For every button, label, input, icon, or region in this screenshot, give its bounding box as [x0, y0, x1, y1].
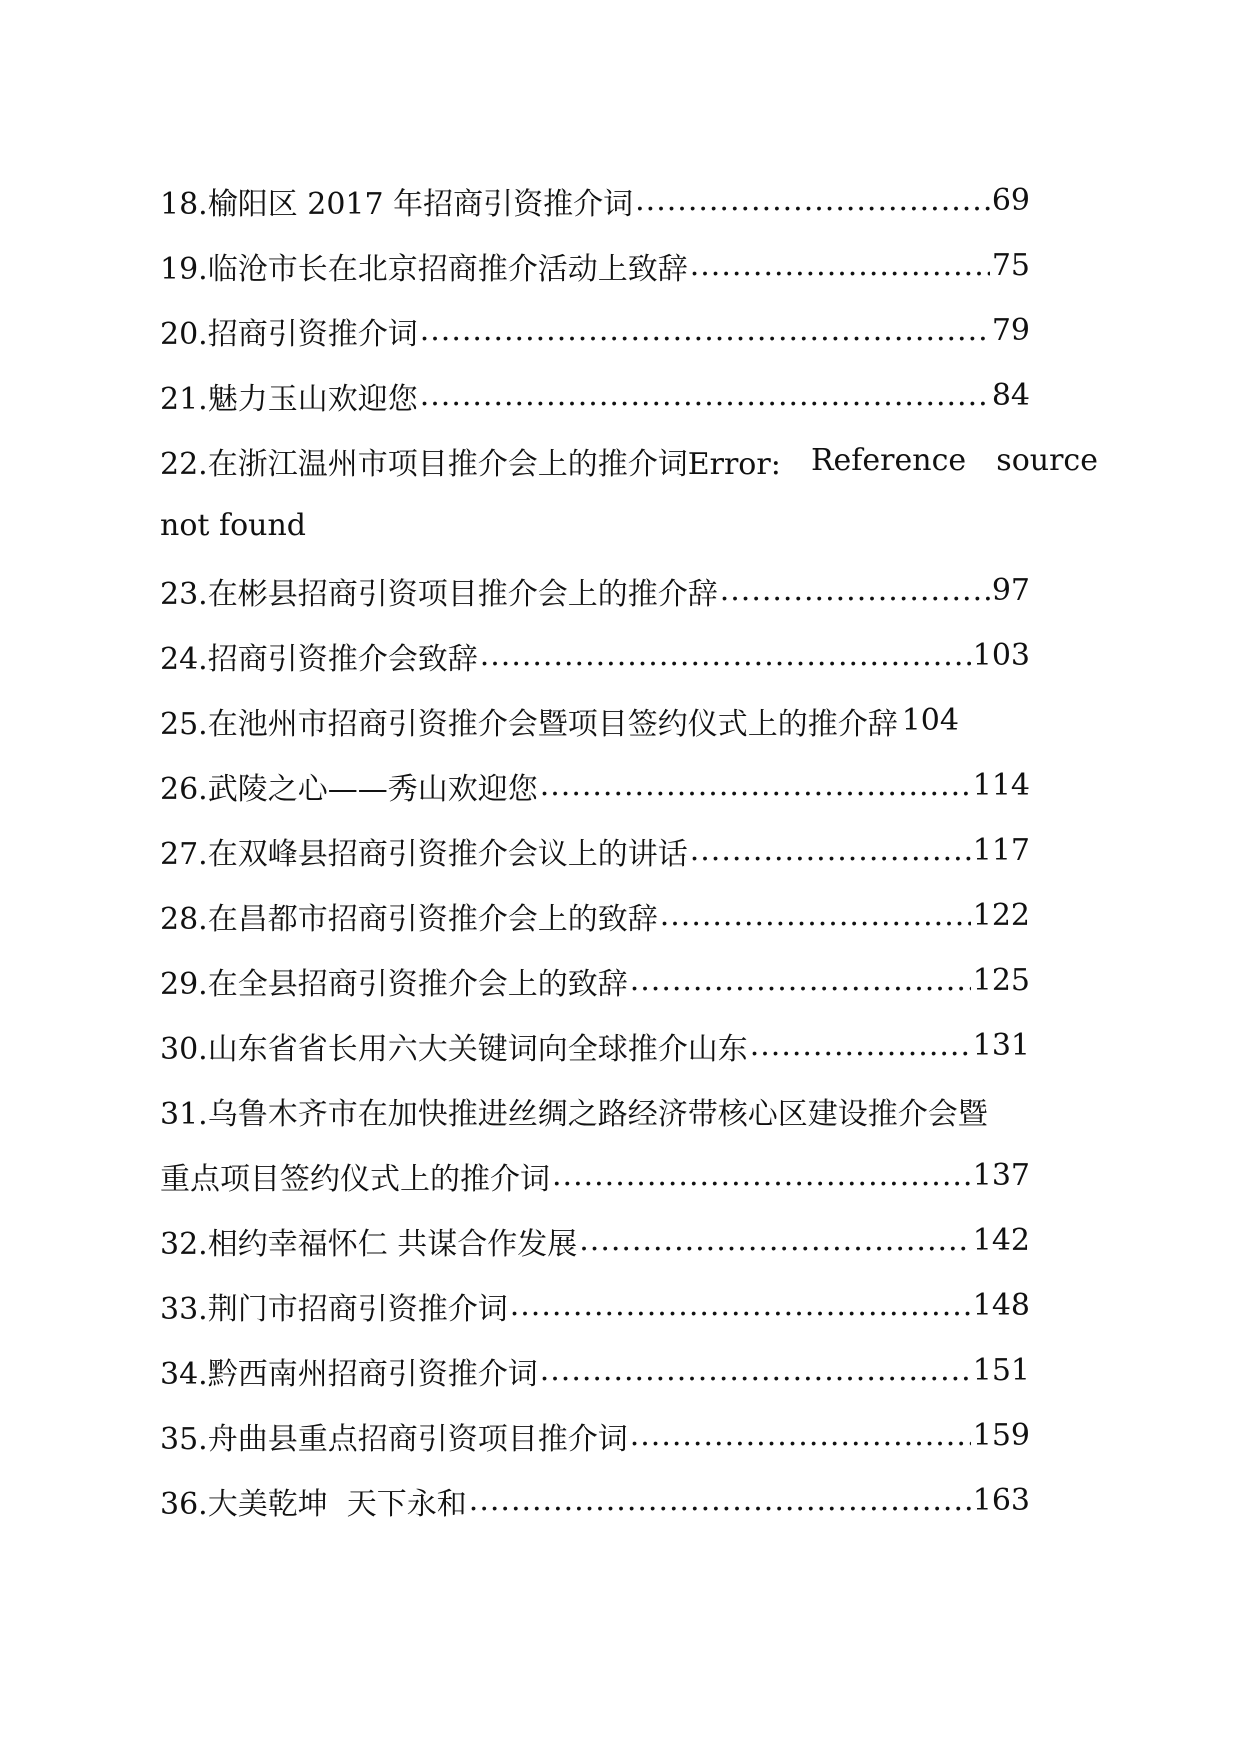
toc-entry-35[interactable] [160, 1403, 1030, 1468]
toc-entry-title: 重点项目签约仪式上的推介词 [160, 1161, 550, 1197]
dot-leader [750, 1028, 971, 1063]
toc-entry-32[interactable] [160, 1208, 1030, 1273]
dot-leader [480, 638, 971, 673]
dot-leader [690, 248, 990, 283]
toc-entry-page: 114 [972, 768, 1030, 803]
toc-entry-36[interactable] [160, 1468, 1030, 1533]
toc-entry-28[interactable] [160, 883, 1030, 948]
toc-entry-title: not found [160, 508, 306, 543]
toc-entry-23[interactable] [160, 558, 1030, 623]
toc-entry-page: 159 [972, 1418, 1030, 1453]
toc-entry-title: 19.临沧市长在北京招商推介活动上致辞 [160, 251, 688, 287]
toc-entry-page: 97 [991, 573, 1030, 608]
toc-entry-22[interactable] [160, 428, 1098, 493]
toc-entry-page: 125 [972, 963, 1030, 998]
toc-entry-18[interactable] [160, 168, 1030, 233]
table-of-contents [160, 168, 1098, 1533]
toc-entry-title: 34.黔西南州招商引资推介词 [160, 1356, 538, 1392]
toc-entry-title: 35.舟曲县重点招商引资项目推介词 [160, 1421, 628, 1457]
toc-entry-title: 29.在全县招商引资推介会上的致辞 [160, 966, 628, 1002]
toc-entry-page: 151 [972, 1353, 1030, 1388]
toc-entry-26[interactable] [160, 753, 1030, 818]
toc-entry-title: 25.在池州市招商引资推介会暨项目签约仪式上的推介辞 [160, 706, 898, 742]
toc-entry-page: 122 [972, 898, 1030, 933]
dot-leader [630, 1418, 971, 1453]
dot-leader [720, 573, 990, 608]
dot-leader [510, 1288, 971, 1323]
toc-entry-title: 36.大美乾坤 天下永和 [160, 1486, 467, 1522]
toc-entry-title: 22.在浙江温州市项目推介会上的推介词Error: [160, 446, 781, 482]
toc-entry-page: 163 [972, 1483, 1030, 1518]
dot-leader [420, 378, 990, 413]
toc-entry-page: 131 [972, 1028, 1030, 1063]
toc-entry-page: 103 [972, 638, 1030, 673]
toc-entry-31-continuation[interactable] [160, 1143, 1030, 1208]
toc-entry-title: source [996, 443, 1098, 478]
toc-entry-20[interactable] [160, 298, 1030, 363]
dot-leader [690, 833, 971, 868]
dot-leader [469, 1483, 971, 1518]
dot-leader [660, 898, 971, 933]
toc-entry-title: 23.在彬县招商引资项目推介会上的推介辞 [160, 576, 718, 612]
toc-entry-25[interactable] [160, 688, 1030, 753]
toc-entry-30[interactable] [160, 1013, 1030, 1078]
toc-entry-page: 148 [972, 1288, 1030, 1323]
dot-leader [552, 1158, 971, 1193]
toc-entry-title: 21.魅力玉山欢迎您 [160, 381, 418, 417]
dot-leader [579, 1223, 970, 1258]
toc-entry-title: 24.招商引资推介会致辞 [160, 641, 478, 677]
toc-entry-page: 117 [972, 833, 1030, 868]
dot-leader [635, 183, 990, 218]
toc-entry-27[interactable] [160, 818, 1030, 883]
toc-entry-title: 18.榆阳区 2017 年招商引资推介词 [160, 186, 634, 222]
toc-entry-title: 31.乌鲁木齐市在加快推进丝绸之路经济带核心区建设推介会暨 [160, 1096, 988, 1132]
toc-entry-33[interactable] [160, 1273, 1030, 1338]
toc-entry-34[interactable] [160, 1338, 1030, 1403]
dot-leader [540, 768, 971, 803]
toc-entry-page: 79 [991, 313, 1030, 348]
toc-entry-22-continuation [160, 493, 1030, 558]
toc-entry-19[interactable] [160, 233, 1030, 298]
toc-entry-title: 30.山东省省长用六大关键词向全球推介山东 [160, 1031, 748, 1067]
dot-leader [630, 963, 971, 998]
toc-entry-title: Reference [810, 443, 967, 478]
toc-entry-title: 32.相约幸福怀仁 共谋合作发展 [160, 1226, 578, 1262]
toc-entry-page: 142 [972, 1223, 1030, 1258]
dot-leader [420, 313, 990, 348]
dot-leader [540, 1353, 971, 1388]
toc-entry-29[interactable] [160, 948, 1030, 1013]
toc-entry-page: 104 [901, 703, 959, 738]
toc-entry-page: 137 [972, 1158, 1030, 1193]
toc-entry-title: 28.在昌都市招商引资推介会上的致辞 [160, 901, 658, 937]
toc-entry-title: 33.荆门市招商引资推介词 [160, 1291, 508, 1327]
toc-entry-title: 27.在双峰县招商引资推介会议上的讲话 [160, 836, 688, 872]
toc-entry-page: 69 [991, 183, 1030, 218]
toc-entry-page: 84 [991, 378, 1030, 413]
toc-entry-21[interactable] [160, 363, 1030, 428]
toc-entry-31[interactable] [160, 1078, 1098, 1143]
toc-entry-title: 26.武陵之心——秀山欢迎您 [160, 771, 538, 807]
toc-entry-page: 75 [991, 248, 1030, 283]
toc-entry-24[interactable] [160, 623, 1030, 688]
toc-entry-title: 20.招商引资推介词 [160, 316, 418, 352]
